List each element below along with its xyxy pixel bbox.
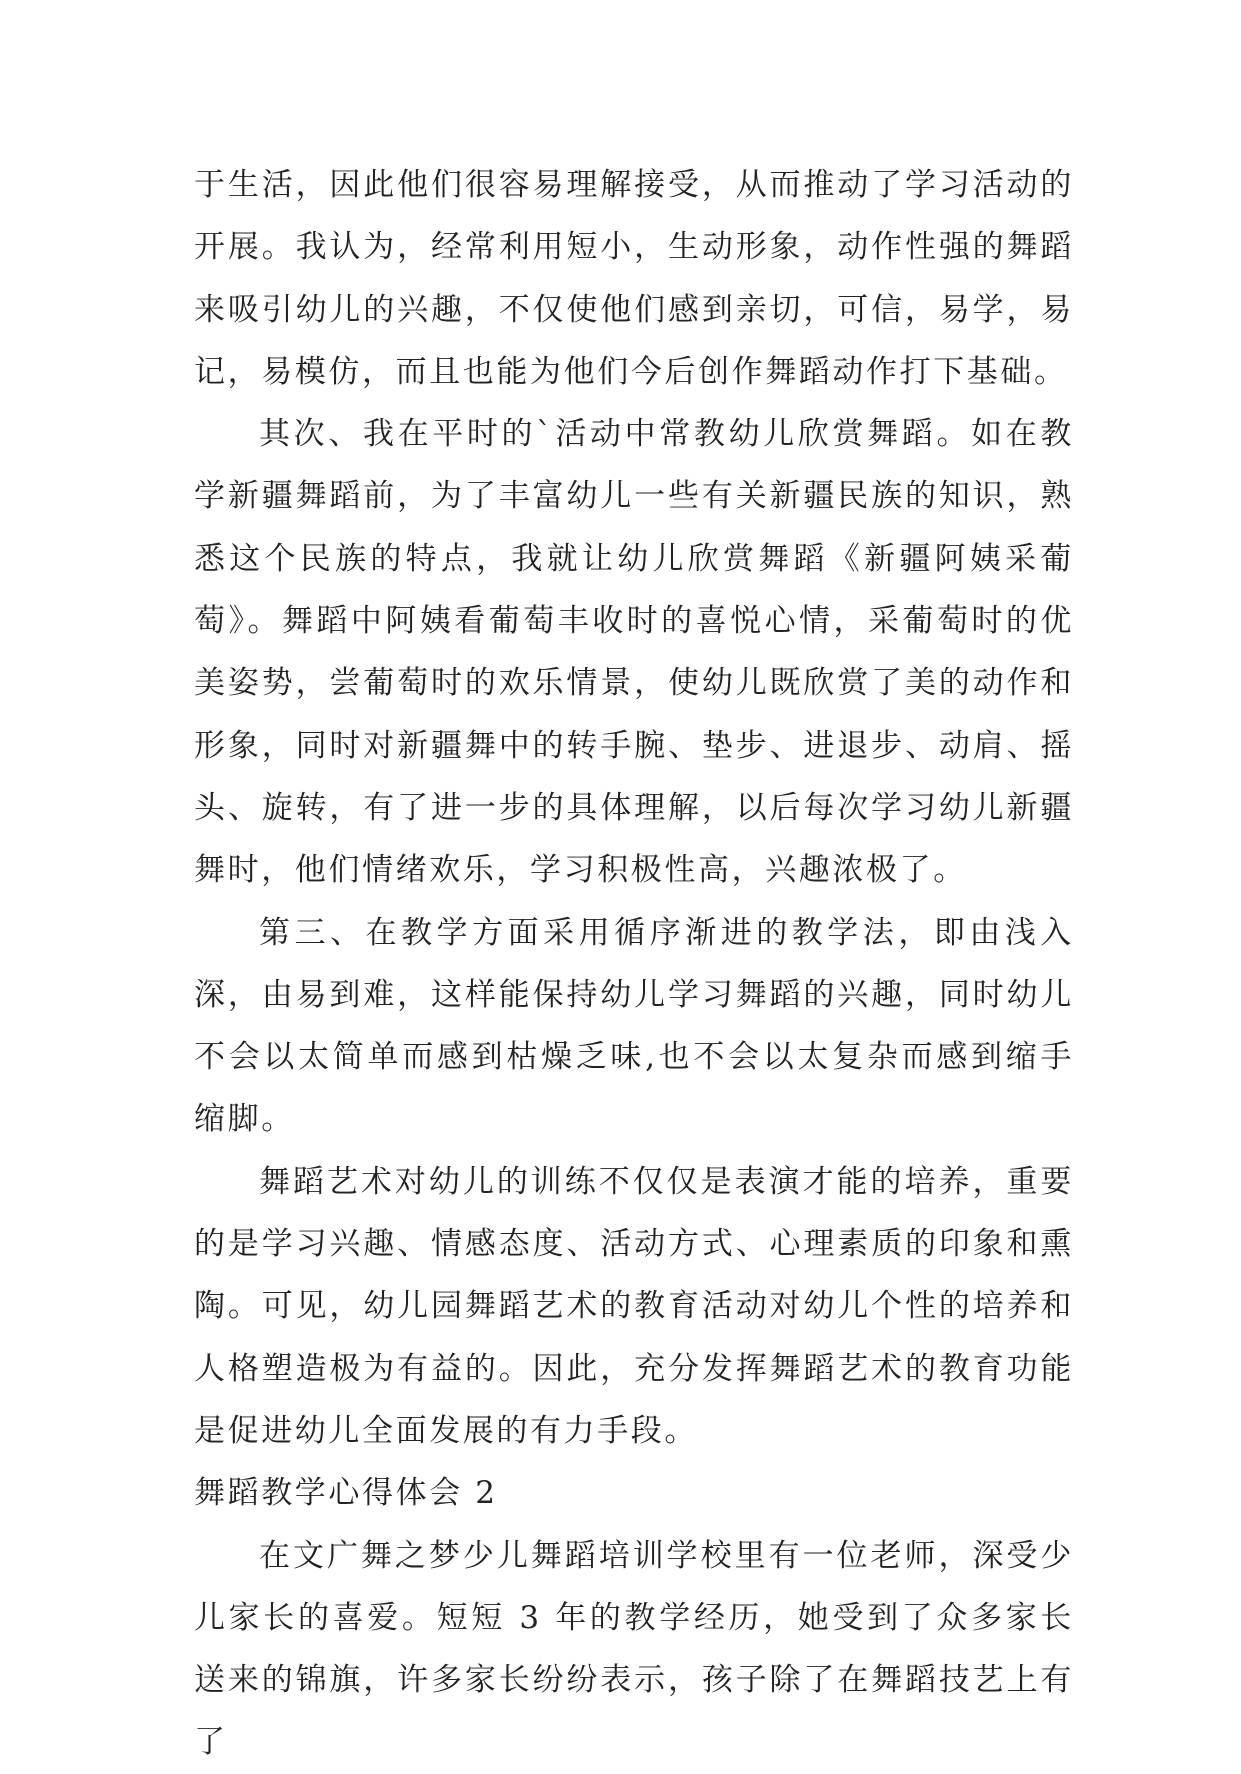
paragraph-appreciation: 其次、我在平时的`活动中常教幼儿欣赏舞蹈。如在教学新疆舞蹈前，为了丰富幼儿一些有关新疆民族的知识，熟悉这个民族的特点，我就让幼儿欣赏舞蹈《新疆阿姨采葡萄》。舞蹈中阿姨看葡萄丰收时的喜悦心情，采葡萄时的优美姿势，尝葡萄时的欢乐情景，使幼儿既欣赏了美的动作和形象，同时对新疆舞中的转手腕、垫步、进退步、动肩、摇头、旋转，有了进一步的具体理解，以后每次学习幼儿新疆舞时，他们情绪欢乐，学习积极性高，兴趣浓极了。 bbox=[194, 416, 1074, 889]
paragraph-conclusion: 舞蹈艺术对幼儿的训练不仅仅是表演才能的培养，重要的是学习兴趣、情感态度、活动方式、心理素质的印象和熏陶。可见，幼儿园舞蹈艺术的教育活动对幼儿个性的培养和人格塑造极为有益的。因此，充分发挥舞蹈艺术的教育功能是促进幼儿全面发展的有力手段。 bbox=[194, 1163, 1074, 1449]
document-body bbox=[194, 154, 1074, 1774]
paragraph-continuation: 于生活，因此他们很容易理解接受，从而推动了学习活动的开展。我认为，经常利用短小，生动形象，动作性强的舞蹈来吸引幼儿的兴趣，不仅使他们感到亲切，可信，易学，易记，易模仿，而且也能为他们今后创作舞蹈动作打下基础。 bbox=[194, 167, 1074, 390]
section-title: 舞蹈教学心得体会 2 bbox=[194, 1475, 498, 1512]
paragraph-section-intro: 在文广舞之梦少儿舞蹈培训学校里有一位老师，深受少儿家长的喜爱。短短 3 年的教学经历，她受到了众多家长送来的锦旗，许多家长纷纷表示，孩子除了在舞蹈技艺上有了 bbox=[194, 1537, 1074, 1761]
paragraph-teaching-method: 第三、在教学方面采用循序渐进的教学法，即由浅入深，由易到难，这样能保持幼儿学习舞蹈的兴趣，同时幼儿不会以太简单而感到枯燥乏味,也不会以太复杂而感到缩手缩脚。 bbox=[194, 914, 1074, 1138]
